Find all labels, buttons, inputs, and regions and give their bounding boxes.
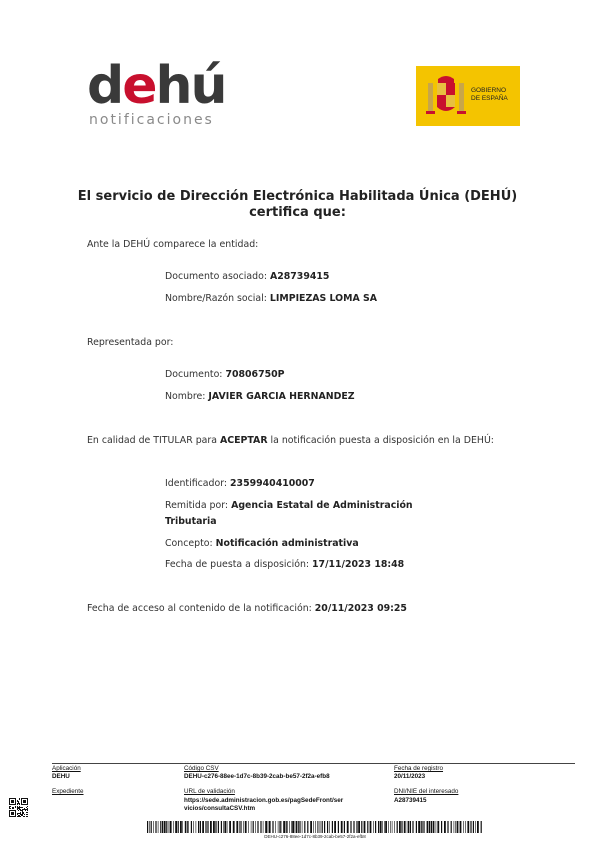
barcode-caption: DEHU-c276-88ee-1d7c-8b39-2cab-be57-2f2a-efb8 xyxy=(264,834,366,839)
footer-registro-value: 20/11/2023 xyxy=(394,773,426,780)
representative-name-value: JAVIER GARCIA HERNANDEZ xyxy=(208,391,355,402)
representative-name-label: Nombre: xyxy=(165,391,209,402)
dehu-logo-mark xyxy=(87,56,226,116)
notification-sender-value-1: Agencia Estatal de Administración xyxy=(231,500,413,511)
entity-intro: Ante la DEHÚ comparece la entidad: xyxy=(87,239,259,250)
notification-date-value: 17/11/2023 18:48 xyxy=(312,559,405,570)
footer-csv-value: DEHU-c276-88ee-1d7c-8b39-2cab-be57-2f2a-efb8 xyxy=(184,773,330,780)
notification-id-value: 2359940410007 xyxy=(230,478,315,489)
capacity-action: ACEPTAR xyxy=(219,435,268,446)
notification-concept-row xyxy=(165,538,359,550)
representative-document-value: 70806750P xyxy=(225,369,285,380)
entity-document-value: A28739415 xyxy=(269,271,330,282)
capacity-prefix: En calidad de TITULAR para xyxy=(87,435,220,446)
access-date-label: Fecha de acceso al contenido de la notificación: xyxy=(87,603,315,614)
footer-registro-label: Fecha de registro xyxy=(394,765,444,772)
representative-document-label: Documento: xyxy=(165,369,226,380)
notification-concept-value: Notificación administrativa xyxy=(215,538,359,549)
entity-name-value: LIMPIEZAS LOMA SA xyxy=(269,293,377,304)
capacity-suffix: la notificación puesta a disposición en la DEHÚ: xyxy=(267,435,494,446)
footer-app-label: Aplicación xyxy=(52,765,81,772)
notification-date-row xyxy=(165,559,404,571)
gobierno-line-2: DE ESPAÑA xyxy=(471,95,508,102)
notification-sender-label: Remitida por: xyxy=(165,500,232,511)
qr-code-icon xyxy=(9,798,28,817)
footer-url-value-2[interactable]: vicios/consultaCSV.htm xyxy=(184,805,256,812)
notification-concept-label: Concepto: xyxy=(165,538,216,549)
footer-url-label: URL de validación xyxy=(184,788,235,795)
logo-letter-d: d xyxy=(87,56,123,116)
coat-of-arms-icon xyxy=(426,73,466,119)
entity-name-row xyxy=(165,293,377,305)
notification-date-label: Fecha de puesta a disposición: xyxy=(165,559,313,570)
notification-sender-row-2 xyxy=(165,516,217,528)
footer-url-value-1[interactable]: https://sede.administracion.gob.es/pagSedeFront/ser xyxy=(184,797,344,804)
representative-document-row xyxy=(165,369,285,381)
footer-expediente-label: Expediente xyxy=(52,788,84,795)
title-line-2: certifica que: xyxy=(249,205,346,220)
page-title xyxy=(60,189,535,221)
access-date-row xyxy=(87,603,407,615)
entity-name-label: Nombre/Razón social: xyxy=(165,293,270,304)
logo-letters-hu: hú xyxy=(155,56,226,116)
notification-id-label: Identificador: xyxy=(165,478,231,489)
logo-letter-e: e xyxy=(122,56,156,116)
footer-app-value: DEHU xyxy=(52,773,70,780)
representative-intro: Representada por: xyxy=(87,337,174,348)
footer-nif-label: DNI/NIE del interesado xyxy=(394,788,459,795)
logo-subtitle: notificaciones xyxy=(89,112,214,128)
notification-sender-value-2: Tributaria xyxy=(165,516,217,527)
entity-document-row xyxy=(165,271,329,283)
gobierno-espana-logo xyxy=(416,66,520,126)
notification-sender-row xyxy=(165,500,413,512)
gobierno-text xyxy=(471,87,508,103)
dehu-logo xyxy=(87,56,227,130)
capacity-statement xyxy=(87,435,494,447)
representative-name-row xyxy=(165,391,355,403)
footer-csv-label: Código CSV xyxy=(184,765,219,772)
gobierno-line-1: GOBIERNO xyxy=(471,87,507,94)
footer-divider xyxy=(52,763,575,764)
title-line-1: El servicio de Dirección Electrónica Habilitada Única (DEHÚ) xyxy=(77,189,518,204)
footer-nif-value: A28739415 xyxy=(394,797,427,804)
access-date-value: 20/11/2023 09:25 xyxy=(314,603,407,614)
entity-document-label: Documento asociado: xyxy=(165,271,270,282)
barcode-icon xyxy=(147,821,483,833)
notification-id-row xyxy=(165,478,315,490)
